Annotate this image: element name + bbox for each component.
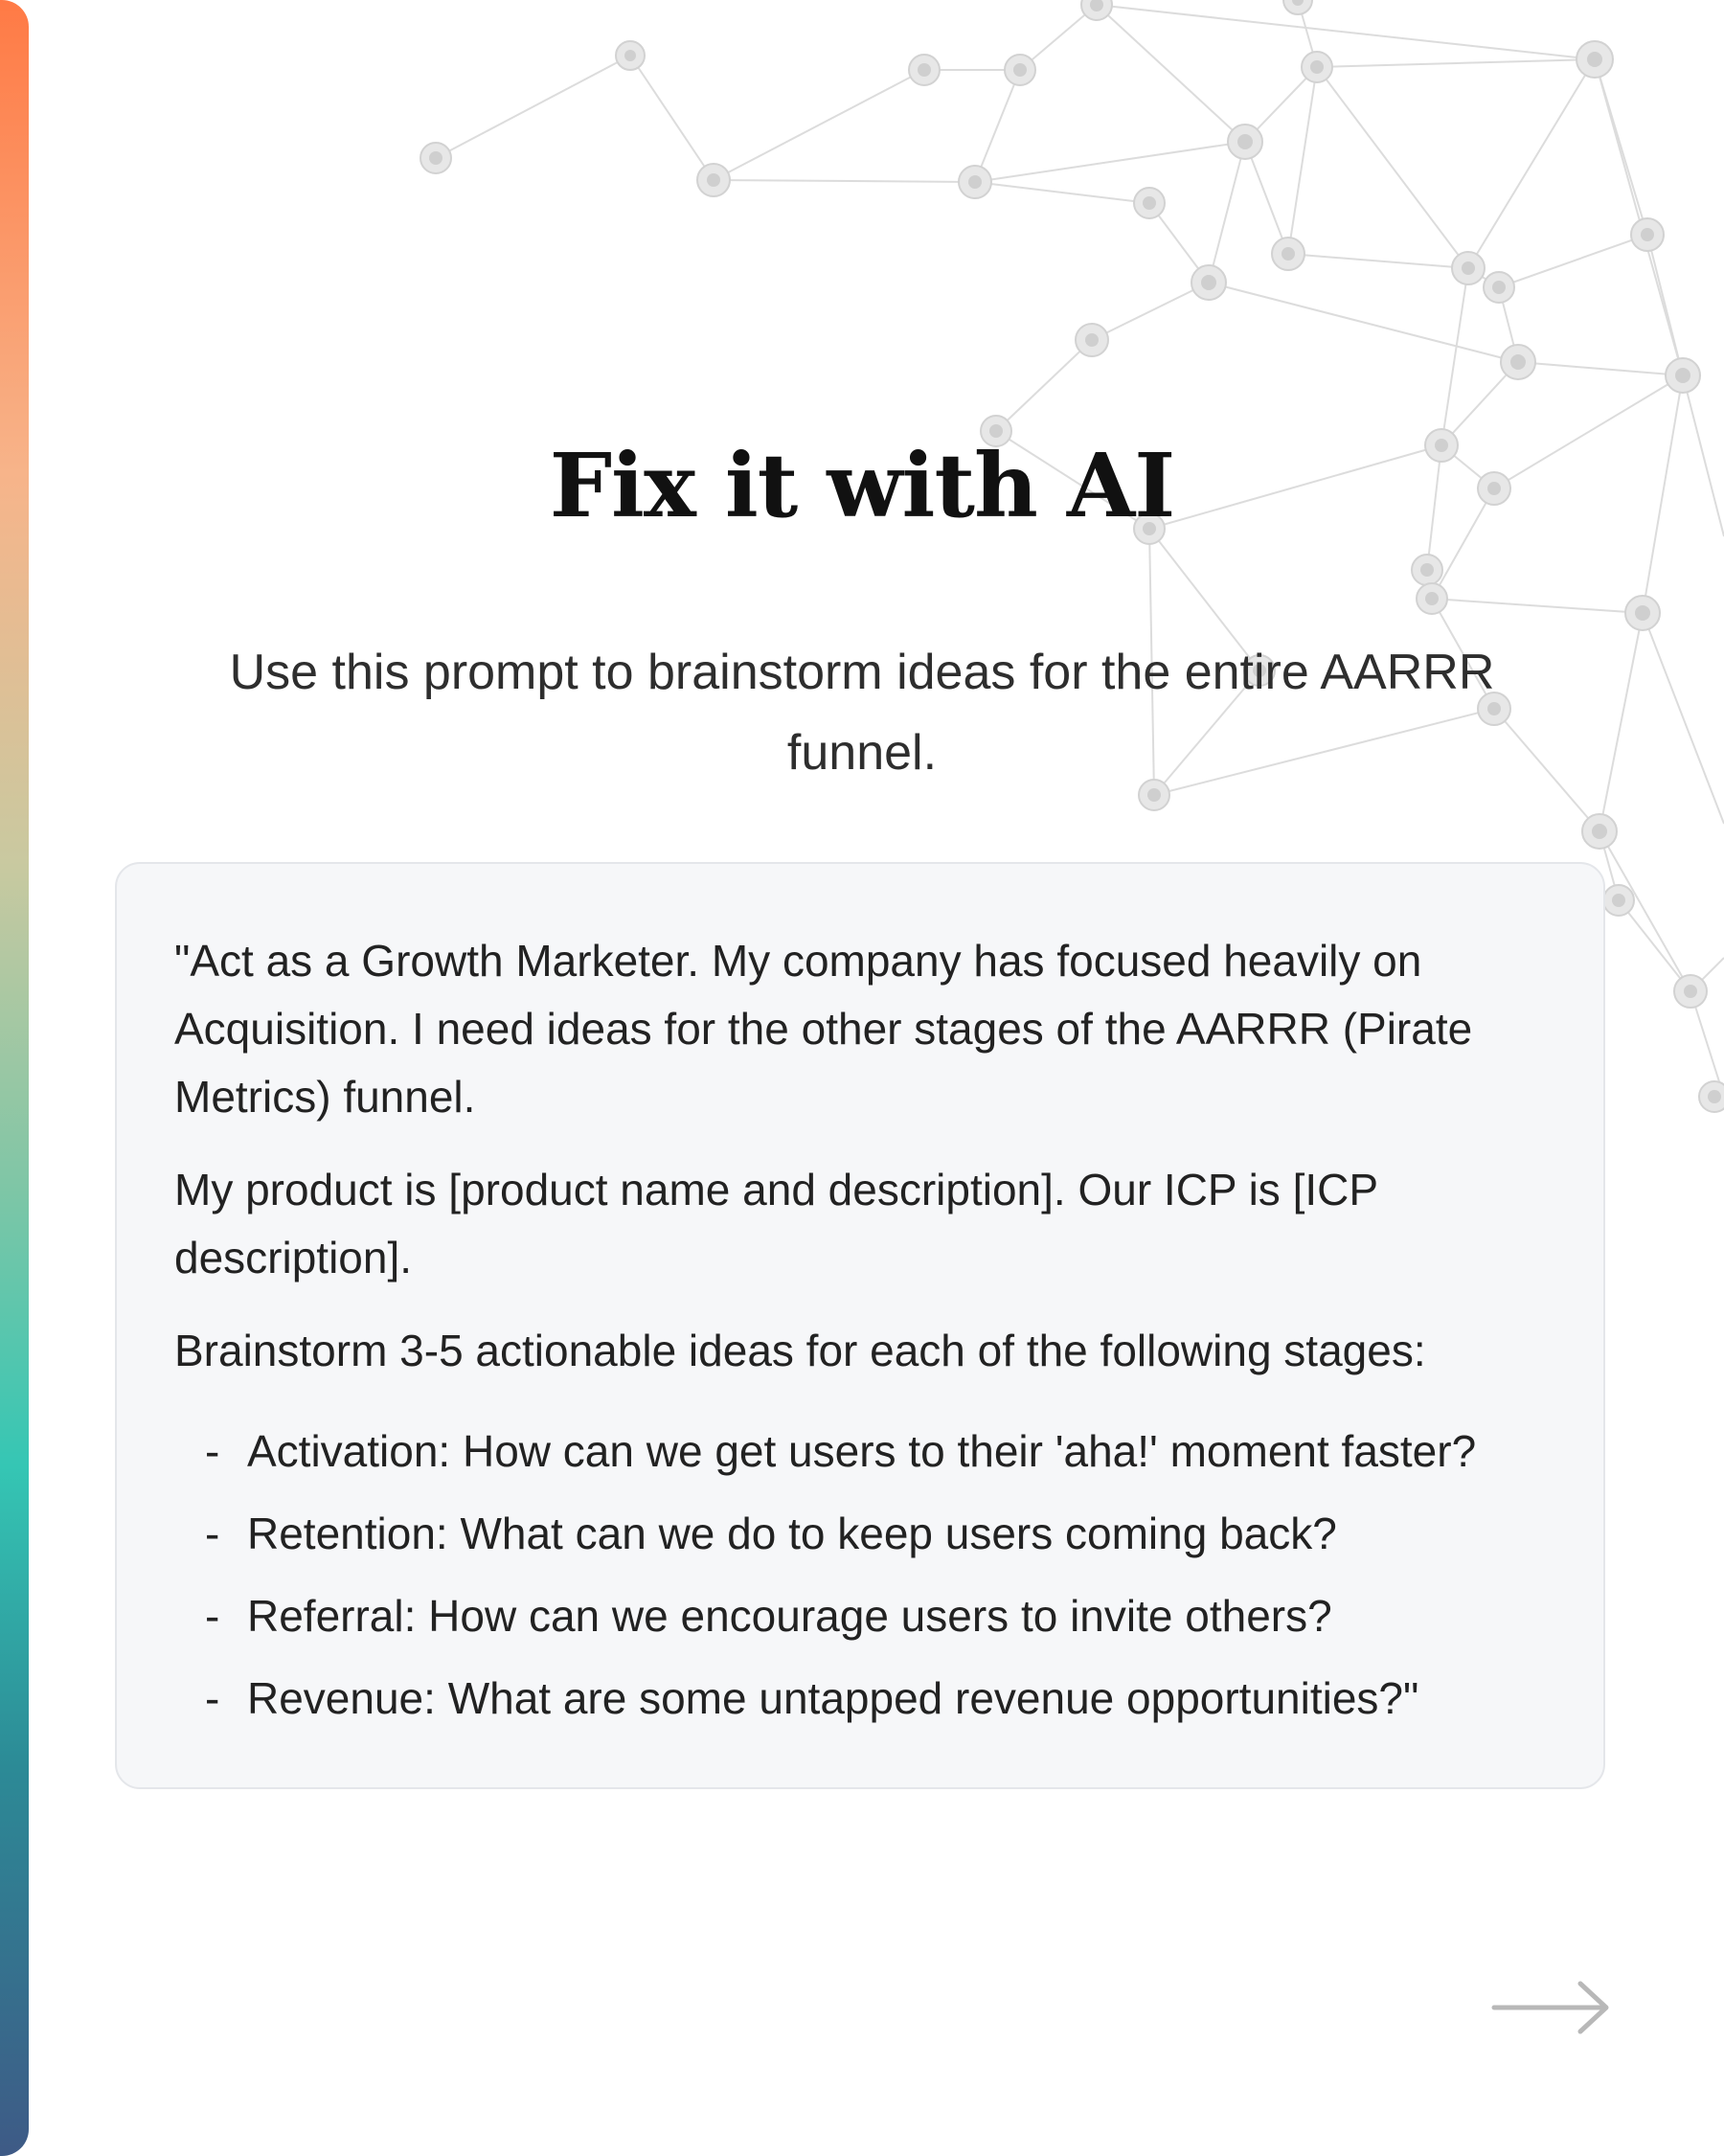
prompt-intro-paragraph: "Act as a Growth Marketer. My company has focused heavily on Acquisition. I need ideas for the other stages of the AARRR (Pirate Metrics) funnel. (174, 936, 1473, 1122)
next-slide-button[interactable] (1490, 1979, 1613, 2036)
list-dash: - (205, 1673, 220, 1723)
stage-item-activation (174, 1410, 1546, 1492)
gradient-accent-bar (0, 0, 29, 2156)
stage-item-text: Activation: How can we get users to their 'aha!' moment faster? (247, 1426, 1477, 1476)
stage-item-text: Referral: How can we encourage users to invite others? (247, 1591, 1332, 1641)
stage-item-text: Retention: What can we do to keep users coming back? (247, 1509, 1337, 1558)
list-dash: - (205, 1426, 220, 1476)
list-dash: - (205, 1509, 220, 1558)
arrow-right-icon (1490, 1979, 1613, 2036)
slide-title: Fix it with AI (549, 434, 1175, 537)
prompt-card (115, 862, 1605, 1789)
stage-item-text: Revenue: What are some untapped revenue opportunities?" (247, 1673, 1419, 1723)
stage-item-revenue (174, 1657, 1546, 1739)
stage-list (174, 1410, 1546, 1739)
stage-item-retention (174, 1492, 1546, 1575)
prompt-product-paragraph: My product is [product name and description]. Our ICP is [ICP description]. (174, 1165, 1378, 1282)
prompt-instruction-paragraph: Brainstorm 3-5 actionable ideas for each of the following stages: (174, 1326, 1426, 1375)
stage-item-referral (174, 1575, 1546, 1657)
slide-subtitle: Use this prompt to brainstorm ideas for the entire AARRR funnel. (229, 645, 1495, 781)
list-dash: - (205, 1591, 220, 1641)
